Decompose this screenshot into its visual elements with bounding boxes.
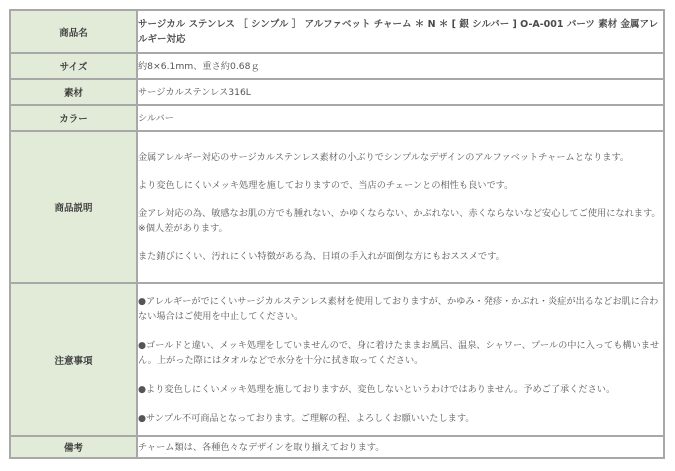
product-name-label: 商品名 [10,10,137,53]
description-paragraph: 金属アレルギー対応のサージカルステンレス素材の小ぶりでシンプルなデザインのアルファベットチャームとなります。 [138,152,630,163]
notes-value [137,283,664,436]
material-label: 素材 [10,79,137,105]
product-name-value: サージカル ステンレス ［ シンプル ］ アルファベット チャーム ＊ N ＊ [ 銀 シルバー ] O-A-001 パーツ 素材 金属アレルギー対応 [137,10,664,53]
size-label: サイズ [10,53,137,79]
product-spec-container [9,9,665,459]
table-row-size [10,53,664,79]
description-paragraph: より変色しにくいメッキ処理を施しておりますので、当店のチェーンとの相性も良いです。 [138,180,514,191]
description-label: 商品説明 [10,131,137,283]
notes-paragraph: ●サンプル不可商品となっております。ご理解の程、よろしくお願いいたします。 [138,412,475,424]
table-row-color [10,105,664,131]
material-value: サージカルステンレス316L [137,79,664,105]
description-value [137,131,664,283]
notes-paragraph: ●ゴールドと違い、メッキ処理をしていませんので、身に着けたままお風呂、温泉、シャワー、プールの中に入っても構いません。上がった際にはタオルなどで水分を十分に拭き取ってください。 [138,339,660,366]
table-row-description [10,131,664,283]
table-row-material [10,79,664,105]
description-paragraph: 金アレ対応の為、敏感なお肌の方でも腫れない、かゆくならない、かぶれない、赤くならないなど安心してご使用になれます。※個人差があります。 [138,208,661,234]
description-paragraph: また錆びにくい、汚れにくい特徴がある為、日頃の手入れが面倒な方にもおススメです。 [138,251,505,262]
notes-label: 注意事項 [10,283,137,436]
product-spec-table [9,9,665,459]
remarks-value: チャーム類は、各種色々なデザインを取り揃えております。 [137,436,664,458]
table-row-notes [10,283,664,436]
notes-paragraph: ●アレルギーがでにくいサージカルステンレス素材を使用しておりますが、かゆみ・発疹・かぶれ・炎症が出るなどお肌に合わない場合はご使用を中止してください。 [138,295,659,322]
color-value: シルバー [137,105,664,131]
size-value: 約8×6.1mm、重さ約0.68ｇ [137,53,664,79]
notes-paragraph: ●より変色しにくいメッキ処理を施しておりますが、変色しないというわけではありません。予めご了承ください。 [138,383,616,395]
color-label: カラー [10,105,137,131]
remarks-label: 備考 [10,436,137,458]
table-row-product-name [10,10,664,53]
table-row-remarks [10,436,664,458]
